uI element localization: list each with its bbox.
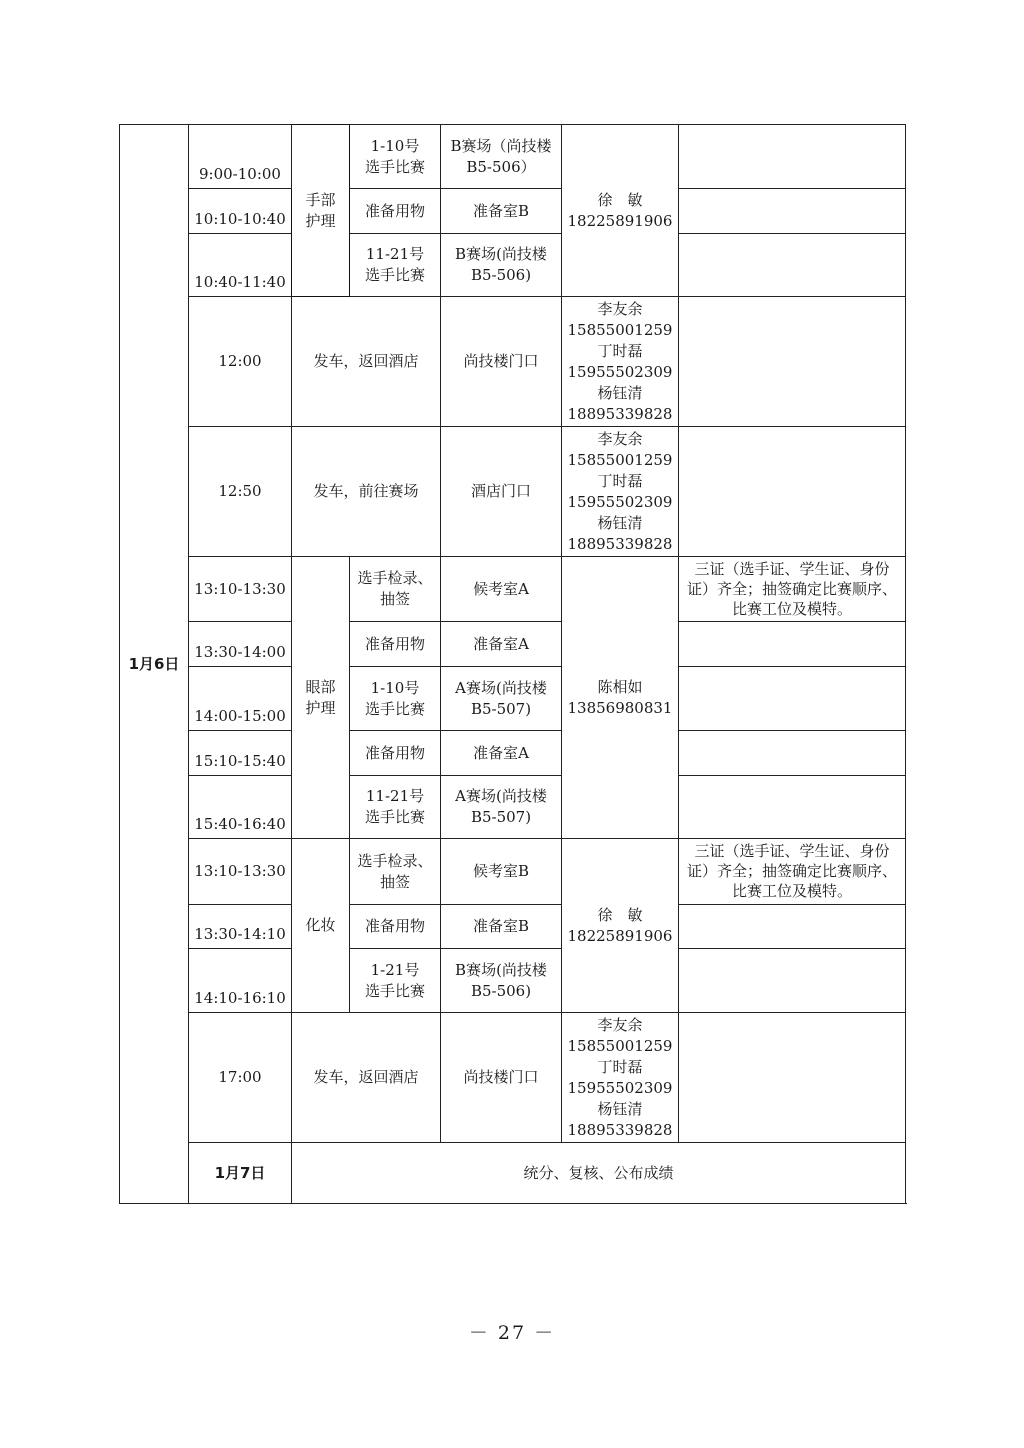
note-line: 证）齐全；抽签确定比赛顺序、 (686, 580, 897, 598)
table-row (120, 905, 906, 949)
note-cell (679, 839, 906, 905)
contact-phone: 15955502309 (567, 492, 673, 511)
task-line: 抽签 (379, 872, 410, 891)
table-row (120, 297, 906, 427)
contact-name: 陈相如 (597, 677, 643, 696)
place-line: B赛场(尚技楼 (455, 960, 547, 979)
contact-name: 丁时磊 (597, 1057, 643, 1076)
time-cell: 15:10-15:40 (189, 731, 292, 776)
activity-cell: 发车，返回酒店 (292, 297, 441, 427)
task-line: 选手比赛 (364, 699, 425, 718)
contact-cell (562, 839, 679, 1013)
place-cell: 准备室B (441, 189, 562, 234)
place-cell: 尚技楼门口 (441, 1013, 562, 1143)
place-cell: 准备室B (441, 905, 562, 949)
task-cell: 准备用物 (350, 905, 441, 949)
task-line: 1-10号 (370, 136, 420, 155)
task-line: 选手比赛 (364, 157, 425, 176)
place-line: B5-506） (466, 157, 536, 176)
note-cell (679, 189, 906, 234)
table-row (120, 125, 906, 189)
task-cell (350, 125, 441, 189)
contact-name: 李友余 (597, 1015, 643, 1034)
contact-phone: 18895339828 (567, 534, 673, 553)
table-row (120, 667, 906, 731)
table-row (120, 189, 906, 234)
contact-phone: 18895339828 (567, 404, 673, 423)
task-cell (350, 776, 441, 839)
place-line: B5-506) (470, 266, 532, 284)
table-row (120, 622, 906, 667)
note-line: 三证（选手证、学生证、身份 (694, 842, 890, 860)
event-line: 护理 (305, 211, 336, 230)
note-cell (679, 622, 906, 667)
time-cell: 10:40-11:40 (189, 234, 292, 297)
event-line: 眼部 (305, 677, 336, 696)
task-line: 选手检录、 (357, 851, 433, 870)
time-cell: 12:50 (189, 427, 292, 557)
activity-cell: 发车，返回酒店 (292, 1013, 441, 1143)
contact-name: 徐 敏 (597, 190, 643, 209)
contact-cell (562, 125, 679, 297)
contact-name: 杨钰清 (597, 1099, 643, 1118)
contact-phone: 15855001259 (567, 1036, 673, 1055)
place-cell: 准备室A (441, 731, 562, 776)
contact-cell (562, 427, 679, 557)
table-row (120, 1013, 906, 1143)
task-cell: 准备用物 (350, 622, 441, 667)
task-cell: 准备用物 (350, 189, 441, 234)
note-cell (679, 731, 906, 776)
task-cell (350, 234, 441, 297)
contact-phone: 15955502309 (567, 362, 673, 381)
event-cell-makeup: 化妆 (292, 839, 350, 1013)
note-line: 比赛工位及模特。 (731, 882, 852, 900)
task-line: 选手比赛 (364, 808, 425, 826)
note-cell (679, 1013, 906, 1143)
activity-cell: 发车，前往赛场 (292, 427, 441, 557)
contact-phone: 18225891906 (567, 211, 673, 230)
contact-name: 丁时磊 (597, 341, 643, 360)
contact-phone: 18895339828 (567, 1120, 673, 1139)
table-row (120, 234, 906, 297)
note-line: 比赛工位及模特。 (731, 600, 852, 618)
place-line: B5-506) (470, 981, 532, 1000)
task-cell (350, 949, 441, 1013)
task-line: 1-10号 (370, 678, 420, 697)
note-cell (679, 667, 906, 731)
contact-phone: 15955502309 (567, 1078, 673, 1097)
place-cell (441, 125, 562, 189)
activity-cell: 统分、复核、公布成绩 (292, 1143, 906, 1204)
note-cell (679, 234, 906, 297)
task-line: 11-21号 (365, 787, 425, 805)
note-cell (679, 905, 906, 949)
task-cell (350, 839, 441, 905)
contact-cell (562, 557, 679, 839)
table-row (120, 731, 906, 776)
place-line: B5-507) (470, 808, 532, 826)
place-line: A赛场(尚技楼 (455, 787, 547, 805)
task-line: 抽签 (379, 590, 410, 608)
contact-name: 杨钰清 (597, 513, 643, 532)
contact-name: 杨钰清 (597, 383, 643, 402)
contact-name: 徐 敏 (597, 905, 643, 924)
place-cell: 酒店门口 (441, 427, 562, 557)
time-cell: 17:00 (189, 1013, 292, 1143)
time-cell: 12:00 (189, 297, 292, 427)
time-cell: 14:10-16:10 (189, 949, 292, 1013)
place-line: B赛场（尚技楼 (450, 136, 552, 155)
contact-phone: 18225891906 (567, 926, 673, 945)
task-line: 选手比赛 (364, 266, 425, 284)
table-row (120, 949, 906, 1013)
contact-name: 李友余 (597, 429, 643, 448)
task-cell (350, 667, 441, 731)
date-cell-jan7: 1月7日 (189, 1143, 292, 1204)
table-row (120, 839, 906, 905)
note-cell (679, 427, 906, 557)
place-line: B赛场(尚技楼 (455, 245, 547, 263)
event-line: 手部 (305, 190, 336, 209)
time-cell: 13:30-14:10 (189, 905, 292, 949)
place-cell: 尚技楼门口 (441, 297, 562, 427)
contact-phone: 13856980831 (567, 698, 673, 717)
event-line: 护理 (305, 698, 336, 717)
task-line: 选手比赛 (364, 981, 425, 1000)
note-line: 三证（选手证、学生证、身份 (694, 560, 890, 578)
note-cell (679, 557, 906, 622)
page-number: － 27 － (468, 1322, 556, 1344)
task-cell (350, 557, 441, 622)
event-cell-eye-care (292, 557, 350, 839)
contact-name: 丁时磊 (597, 471, 643, 490)
table-row (120, 776, 906, 839)
note-cell (679, 297, 906, 427)
table-row (120, 427, 906, 557)
place-cell (441, 667, 562, 731)
task-line: 11-21号 (365, 245, 425, 263)
time-cell: 13:10-13:30 (189, 839, 292, 905)
event-cell-hand-care (292, 125, 350, 297)
note-cell (679, 949, 906, 1013)
place-cell: 候考室B (441, 839, 562, 905)
contact-cell (562, 1013, 679, 1143)
contact-phone: 15855001259 (567, 320, 673, 339)
place-cell (441, 949, 562, 1013)
time-cell: 15:40-16:40 (189, 776, 292, 839)
place-line: A赛场(尚技楼 (455, 678, 547, 697)
time-cell: 10:10-10:40 (189, 189, 292, 234)
place-line: B5-507) (470, 699, 532, 718)
time-cell: 9:00-10:00 (189, 125, 292, 189)
table-row (120, 1143, 906, 1204)
place-cell (441, 776, 562, 839)
task-cell: 准备用物 (350, 731, 441, 776)
place-cell: 准备室A (441, 622, 562, 667)
place-cell: 候考室A (441, 557, 562, 622)
table-row (120, 557, 906, 622)
date-cell-jan6: 1月6日 (120, 125, 189, 1204)
task-line: 选手检录、 (357, 569, 433, 587)
time-cell: 13:10-13:30 (189, 557, 292, 622)
time-cell: 14:00-15:00 (189, 667, 292, 731)
note-cell (679, 125, 906, 189)
schedule-table (119, 124, 906, 1204)
time-cell: 13:30-14:00 (189, 622, 292, 667)
note-cell (679, 776, 906, 839)
note-line: 证）齐全；抽签确定比赛顺序、 (686, 862, 897, 880)
contact-cell (562, 297, 679, 427)
place-cell (441, 234, 562, 297)
task-line: 1-21号 (370, 960, 420, 979)
contact-name: 李友余 (597, 299, 643, 318)
contact-phone: 15855001259 (567, 450, 673, 469)
